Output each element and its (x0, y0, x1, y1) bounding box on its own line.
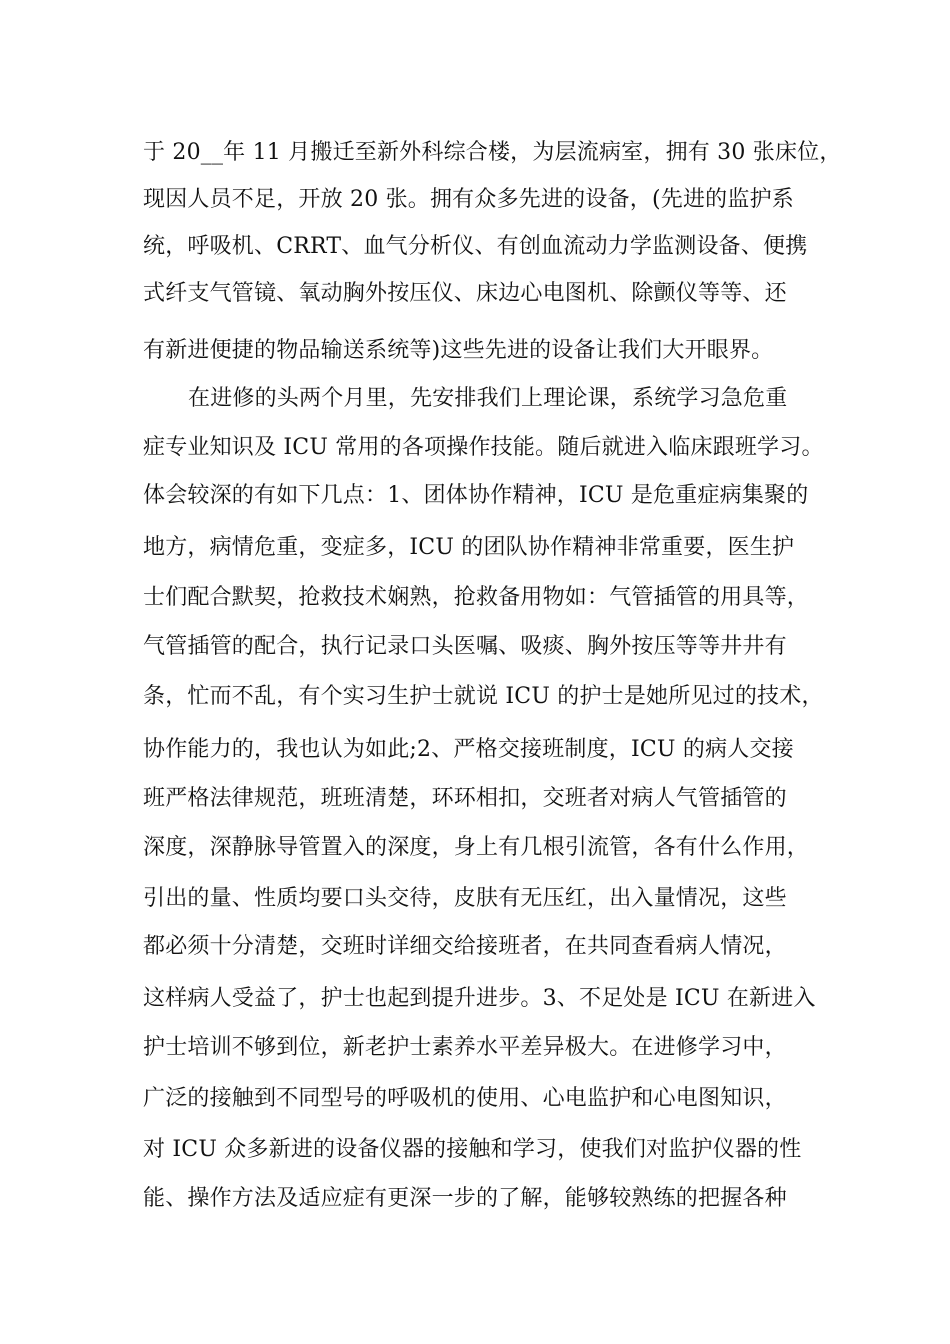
text-line: 条，忙而不乱，有个实习生护士就说 ICU 的护士是她所见过的技术， (143, 684, 824, 709)
text-line: 式纤支气管镜、氧动胸外按压仪、床边心电图机、除颤仪等等、还 (143, 281, 787, 306)
text-line: 班严格法律规范，班班清楚，环环相扣，交班者对病人气管插管的 (143, 786, 787, 811)
text-line: 体会较深的有如下几点：1、团体协作精神，ICU 是危重症病集聚的 (143, 483, 809, 508)
paragraph-first-line: 在进修的头两个月里，先安排我们上理论课，系统学习急危重 (188, 386, 788, 411)
text-line: 地方，病情危重，变症多，ICU 的团队协作精神非常重要，医生护 (143, 535, 795, 560)
text-line: 气管插管的配合，执行记录口头医嘱、吸痰、胸外按压等等井井有 (143, 634, 787, 659)
text-line: 这样病人受益了，护士也起到提升进步。3、不足处是 ICU 在新进入 (143, 986, 816, 1011)
text-line: 协作能力的，我也认为如此;2、严格交接班制度，ICU 的病人交接 (143, 737, 794, 762)
text-line: 深度，深静脉导管置入的深度，身上有几根引流管，各有什么作用， (143, 835, 810, 860)
text-line: 对 ICU 众多新进的设备仪器的接触和学习，使我们对监护仪器的性 (143, 1137, 802, 1162)
text-line: 现因人员不足，开放 20 张。拥有众多先进的设备，(先进的监护系 (143, 187, 794, 212)
text-line: 士们配合默契，抢救技术娴熟，抢救备用物如：气管插管的用具等， (143, 585, 810, 610)
text-line: 能、操作方法及适应症有更深一步的了解，能够较熟练的把握各种 (143, 1186, 787, 1211)
text-line: 于 20__年 11 月搬迁至新外科综合楼，为层流病室，拥有 30 张床位， (143, 140, 842, 165)
text-line: 广泛的接触到不同型号的呼吸机的使用、心电监护和心电图知识， (143, 1086, 787, 1111)
text-line: 护士培训不够到位，新老护士素养水平差异极大。在进修学习中， (143, 1035, 787, 1060)
text-line: 引出的量、性质均要口头交待，皮肤有无压红，出入量情况，这些 (143, 886, 787, 911)
text-line: 统，呼吸机、CRRT、血气分析仪、有创血流动力学监测设备、便携 (143, 234, 808, 259)
text-line: 症专业知识及 ICU 常用的各项操作技能。随后就进入临床跟班学习。 (143, 435, 824, 460)
text-line: 都必须十分清楚，交班时详细交给接班者，在共同查看病人情况， (143, 934, 787, 959)
text-line: 有新进便捷的物品输送系统等)这些先进的设备让我们大开眼界。 (143, 338, 774, 363)
